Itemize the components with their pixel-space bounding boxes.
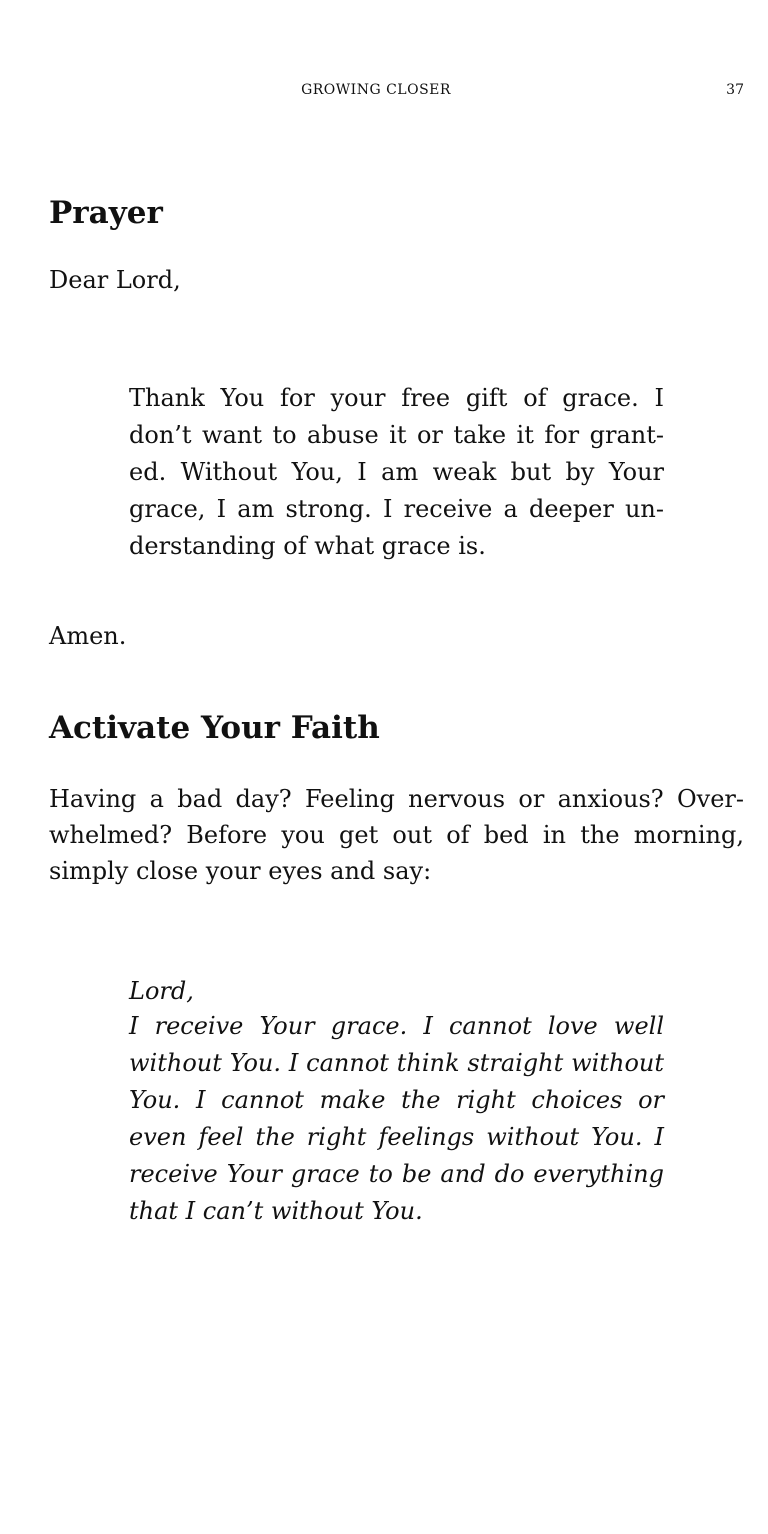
- page-number: 37: [726, 82, 744, 98]
- prayer-salutation: Dear Lord,: [49, 266, 181, 294]
- prayer-heading: Prayer: [49, 195, 163, 231]
- prayer-body: Thank You for your free gift of grace. I don’t want to abuse it or take it for granted. Without You, I am weak but by Your grace, I am strong. I receive a deeper understanding of what grace is.: [129, 384, 664, 560]
- prayer-closing: Amen.: [49, 622, 127, 650]
- running-header: [0, 82, 768, 102]
- quote-body: I receive Your grace. I cannot love well without You. I cannot think straight without You. I cannot make the right choices or even feel the right feelings without You. I receive Your grace to be and do everything that I can’t without You.: [129, 1012, 664, 1225]
- running-title: GROWING CLOSER: [301, 82, 451, 98]
- activate-faith-heading: Activate Your Faith: [49, 710, 380, 746]
- quote-salutation: Lord,: [129, 977, 194, 1005]
- activate-faith-intro: Having a bad day? Feeling nervous or anxious? Overwhelmed? Before you get out of bed in the morning, simply close your eyes and say:: [49, 785, 744, 885]
